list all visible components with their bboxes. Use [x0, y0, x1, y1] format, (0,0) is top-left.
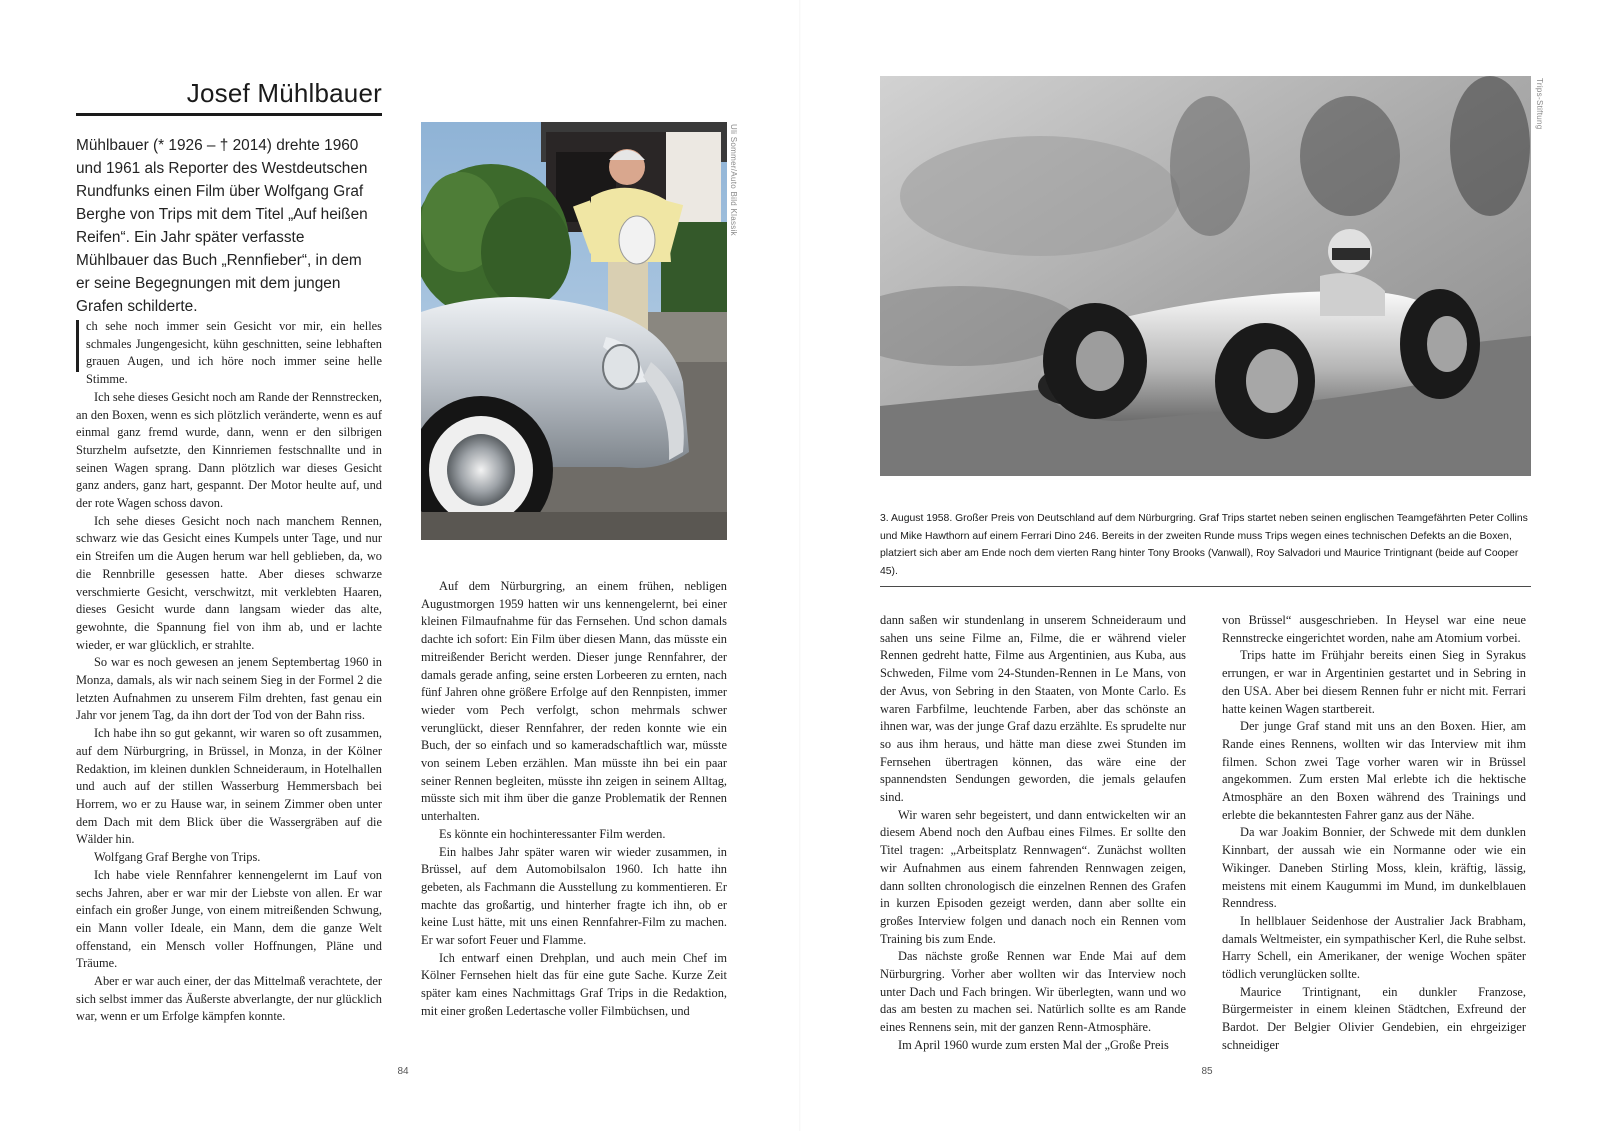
paragraph: Ich entwarf einen Drehplan, und auch mein Chef im Kölner Fernsehen hielt das für eine gute Sache. Kurze Zeit später kam eines Nachmittags Graf Trips in die Redaktion, mit einer großen Ledertasche voller Filmbüchsen, und — [421, 950, 727, 1018]
article-title: Josef Mühlbauer — [76, 76, 382, 116]
paragraph: Ein halbes Jahr später waren wir wieder zusammen, in Brüssel, auf dem Automobilsalon 1960. Ich hatte ihn gebeten, als Fachmann die Ausstellung zu kommentieren. Er machte das großartig, und hinterher fragte ich ihn, ob er keine Lust hätte, mit uns einen Rennfahrer-Film zu machen. Er war sofort Feuer und Flamme. — [421, 844, 727, 948]
photo-muehlbauer-with-car — [421, 122, 727, 540]
photo-credit-right: Trips-Stiftung — [1535, 78, 1544, 130]
photo-muehlbauer-illustration — [421, 122, 727, 540]
lead-paragraph: Mühlbauer (* 1926 – † 2014) drehte 1960 und 1961 als Reporter des Westdeutschen Rundfunks einen Film über Wolfgang Graf Berghe von Trips mit dem Titel „Auf heißen Reifen“. Ein Jahr später verfasste Mühlbauer das Buch „Rennfieber“, in dem er seine Begegnungen mit dem jungen Grafen schilderte. — [76, 137, 368, 315]
paragraph: Ich habe ihn so gut gekannt, wir waren so oft zusammen, auf dem Nürburgring, in Brüssel, in Monza, in der Kölner Redaktion, im kleinen dunklen Schneideraum, in Hotelhallen und auch auf der stillen Wasserburg Hemmersbach bei Horrem, wo er zu Hause war, in seinem Zimmer oben unter dem Dach mit dem Blick über die Wassergräben auf die Wälder hin. — [76, 726, 382, 847]
paragraph: ch sehe noch immer sein Gesicht vor mir, ein helles schmales Jungengesicht, kühn geschnitten, seine lebhaften grauen Augen, und ich höre noch immer seine helle Stimme. — [76, 318, 382, 389]
paragraph: dann saßen wir stundenlang in unserem Schneideraum und sahen uns seine Filme an, Filme, die er während vieler Rennen gedreht hatte, Filme aus Argentinien, aus Kuba, aus Schweden, Filme vom 24-Stunden-Rennen in Le Mans, von der Avus, von Sebring in den Staaten, von Monte Carlo. Es waren Farbfilme, leuchtende Farben, aber das schönste an ihnen war, was der junge Graf dazu erzählte. Es sprudelte nur so aus ihm heraus, und hätte man diese zwei Stunden im Fernsehen übertragen können, das wäre eine der spannendsten Sendungen geworden, die jemals gelaufen sind. — [880, 613, 1186, 805]
paragraph: Der junge Graf stand mit uns an den Boxen. Hier, am Rande eines Rennens, wollten wir das Interview mit ihm filmen. Schon zwei Tage vorher waren wir in Brüssel angekommen. Zum ersten Mal erlebte ich die hektische Atmosphäre an den Boxen während des Trainings und erlebte die bekanntesten Fahrer ganz aus der Nähe. — [1222, 719, 1526, 822]
photo-credit-left: Uli Sommer/Auto Bild Klassik — [729, 124, 738, 236]
paragraph: In hellblauer Seidenhose der Australier Jack Brabham, damals Weltmeister, ein sympathischer Kerl, die Ruhe selbst. Harry Schell, ein Amerikaner, der wenige Wochen später tödlich verunglücken sollte. — [1222, 913, 1526, 982]
book-spine-shadow — [799, 0, 801, 1131]
paragraph: Aber er war auch einer, der das Mittelmaß verachtete, der sich selbst immer das Äußerste abverlangte, der nur glücklich war, wenn er um Erfolge kämpfen konnte. — [76, 974, 382, 1024]
paragraph: So war es noch gewesen an jenem Septembertag 1960 in Monza, damals, als wir nach seinem Sieg in der Formel 2 die letzten Aufnahmen zu unserem Film drehten, fast genau ein Jahr vor jenem Tag, da ihn dort der Tod von der Bahn riss. — [76, 655, 382, 723]
paragraph: Ich habe viele Rennfahrer kennengelernt im Lauf von sechs Jahren, aber er war mir der Liebste von allen. Er war einfach ein großer Junge, von einem mitreißenden Schwung, ein Mann voller Ideale, ein Mann, dem die ganze Welt offenstand, ein Mensch voller Hoffnungen, Pläne und Träume. — [76, 867, 382, 971]
paragraph: Wir waren sehr begeistert, und dann entwickelten wir an diesem Abend noch den Aufbau eines Filmes. Er sollte den Titel tragen: „Arbeitsplatz Rennwagen“. Zunächst wollten wir Aufnahmen aus einem fahrenden Rennwagen zeigen, dann sollten chronologisch die einzelnen Rennen des Grafen in kurzen Episoden gezeigt werden, dann aber sollte ein großes Interview folgen und danach noch ein Rennen vom Training bis zum Ende. — [880, 807, 1186, 946]
paragraph: Ich sehe dieses Gesicht noch am Rande der Rennstrecken, an den Boxen, wenn es sich plötzlich veränderte, wenn es auf einmal ganz fremd wurde, dann, wenn er den silbrigen Sturzhelm aufsetzte, den Kinnriemen festschnallte und in seinen Wagen sprang. Dann plötzlich war dieses Gesicht ganz anders, ganz hart, gespannt. Der Motor heulte auf, und der rote Wagen schoss davon. — [76, 389, 382, 511]
paragraph: Wolfgang Graf Berghe von Trips. — [94, 850, 261, 865]
page-number-left: 84 — [397, 1066, 409, 1077]
paragraph: Im April 1960 wurde zum ersten Mal der „Große Preis — [898, 1037, 1169, 1052]
photo-race-car-illustration — [880, 76, 1531, 476]
paragraph: Es könnte ein hochinteressanter Film werden. — [439, 826, 666, 841]
photo-race-car — [880, 76, 1531, 476]
paragraph: Auf dem Nürburgring, an einem frühen, nebligen Augustmorgen 1959 hatten wir uns kennengelernt, bei einer kleinen Filmaufnahme für das Fernsehen. Und schon damals dachte ich sofort: Ein Film über diesen Mann, das müsste ein mitreißender Bericht werden. Dieser junge Rennfahrer, der damals gerade anfing, seine ersten Lorbeeren zu ernten, nach fünf Jahren ohne größere Erfolge auf den Rennpisten, immer wieder vom Pech verfolgt, schon mehrmals schwer verunglückt, dieser Rennfahrer, der reden konnte wie ein Buch, der so einfach und so kameradschaftlich war, müsste von seinem Leben erzählen. Man müsste ihn bei ein paar seiner Rennen begleiten, müsste ihn zeigen in seinem Alltag, müsste sich mit ihm über die ganze Problematik der Rennen unterhalten. — [421, 579, 727, 824]
paragraph: Ich sehe dieses Gesicht noch nach manchem Rennen, schwarz wie das Gesicht eines Kumpels unter Tage, und nur ein Streifen um die Augen herum war hell geblieben, da, wo die Rennbrille gesessen hatte. Aber dieses schwarze verschmierte Gesicht, verschwitzt, mit verklebten Haaren, dieses Gesicht wurde dann langsam wieder das alte, gewohnte, die Spannung fiel von ihm ab, und er lachte wieder, er war glücklich, er strahlte. — [76, 513, 382, 652]
page-number-right: 85 — [1201, 1066, 1213, 1077]
paragraph: Trips hatte im Frühjahr bereits einen Sieg in Syrakus errungen, er war in Argentinien gestartet und in Sebring in den USA. Aber bei diesem Rennen fuhr er nicht mit. Ferrari hatte keinen Wagen startbereit. — [1222, 648, 1526, 716]
text-column-4 — [1222, 612, 1526, 1055]
paragraph: Das nächste große Rennen war Ende Mai auf dem Nürburgring. Vorher aber wollten wir das Interview noch unter Dach und Fach bringen. Wir überlegten, wann und wo das am besten zu machen sei. Natürlich sollte es am Rande eines Rennens sein, mit der ganzen Renn-Atmosphäre. — [880, 949, 1186, 1035]
photo-caption: 3. August 1958. Großer Preis von Deutschland auf dem Nürburgring. Graf Trips startet neben seinen englischen Teamgefährten Peter Collins und Mike Hawthorn auf einem Ferrari Dino 246. Bereits in der zweiten Runde muss Trips wegen eines technischen Defekts an die Boxen, platziert sich aber am Ende noch dem vierten Rang hinter Tony Brooks (Vanwall), Roy Salvadori und Maurice Trintignant (beide auf Cooper 45). — [880, 510, 1531, 587]
text-column-1 — [76, 318, 382, 1026]
paragraph: Maurice Trintignant, ein dunkler Franzose, Bürgermeister in einem kleinen Städtchen, Exfreund der Bardot. Der Belgier Olivier Gendebien, ein ehrgeiziger schneidiger — [1222, 984, 1526, 1052]
text-column-3 — [880, 612, 1186, 1055]
initial-letter-mark — [76, 320, 80, 372]
text-column-2 — [421, 578, 727, 1021]
paragraph: von Brüssel“ ausgeschrieben. In Heysel war eine neue Rennstrecke eingerichtet worden, nahe am Atomium vorbei. — [1222, 613, 1526, 645]
paragraph: Da war Joakim Bonnier, der Schwede mit dem dunklen Kinnbart, der aussah wie ein Normanne oder wie ein Wikinger. Daneben Stirling Moss, klein, kräftig, lässig, meistens mit einem Kaugummi im Mund, im dunkelblauen Renndress. — [1222, 825, 1526, 911]
